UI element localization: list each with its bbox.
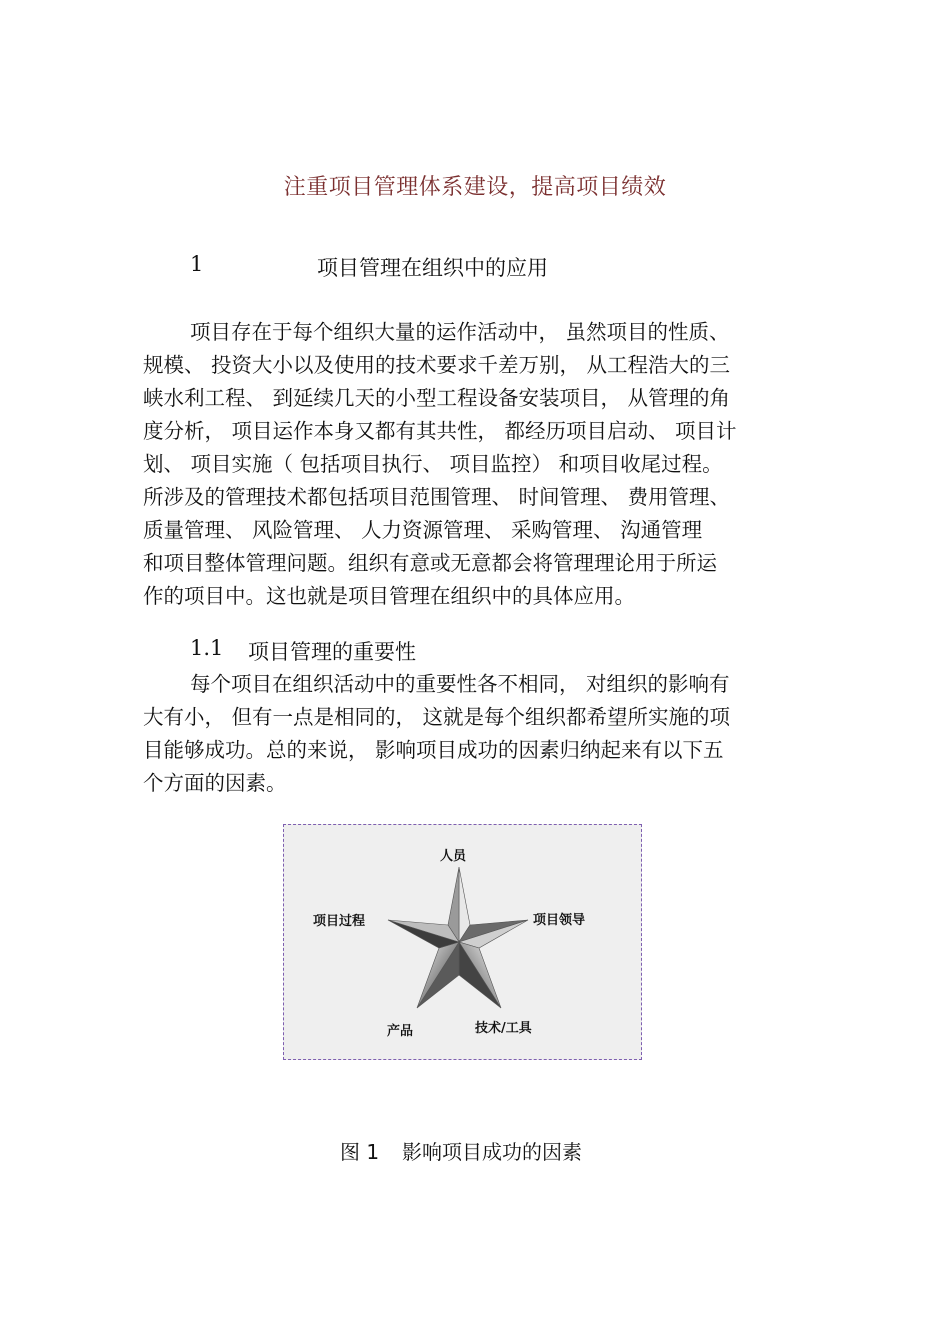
section-1-paragraph — [143, 316, 807, 613]
paragraph-line: 质量管理、 风险管理、 人力资源管理、 采购管理、 沟通管理 — [143, 518, 703, 542]
label-people: 人员 — [440, 849, 467, 864]
label-technology-tools: 技术/工具 — [475, 1021, 532, 1036]
figure-caption-text: 影响项目成功的因素 — [402, 1140, 582, 1164]
figure-caption — [340, 1136, 582, 1165]
paragraph-line: 所涉及的管理技术都包括项目范围管理、 时间管理、 费用管理、 — [143, 485, 731, 509]
paragraph-line: 划、 项目实施（ 包括项目执行、 项目监控） 和项目收尾过程。 — [143, 452, 723, 476]
section-1-1-number: 1.1 — [190, 636, 224, 660]
figure-caption-number: 图 1 — [340, 1140, 380, 1164]
section-1-1-heading — [190, 636, 416, 666]
section-1-1-heading-text: 项目管理的重要性 — [248, 640, 416, 664]
document-title: 注重项目管理体系建设，提高项目绩效 — [283, 175, 667, 200]
label-project-leadership: 项目领导 — [533, 913, 586, 928]
paragraph-line: 个方面的因素。 — [143, 771, 287, 795]
paragraph-line: 作的项目中。这也就是项目管理在组织中的具体应用。 — [143, 584, 635, 608]
success-factors-figure — [283, 824, 642, 1060]
section-1-number: 1 — [190, 252, 204, 276]
paragraph-line: 目能够成功。总的来说， 影响项目成功的因素归纳起来有以下五 — [143, 738, 724, 762]
section-1-1-paragraph — [143, 668, 807, 800]
paragraph-line: 度分析， 项目运作本身又都有其共性， 都经历项目启动、 项目计 — [143, 419, 737, 443]
label-project-process: 项目过程 — [313, 914, 366, 929]
label-product: 产品 — [387, 1024, 414, 1039]
star-icon — [388, 867, 528, 1008]
section-1-heading — [190, 252, 548, 282]
paragraph-line: 每个项目在组织活动中的重要性各不相同， 对组织的影响有 — [190, 672, 730, 696]
paragraph-line: 峡水利工程、 到延续几天的小型工程设备安装项目， 从管理的角 — [143, 386, 731, 410]
paragraph-line: 规模、 投资大小以及使用的技术要求千差万别， 从工程浩大的三 — [143, 353, 731, 377]
paragraph-line: 大有小， 但有一点是相同的， 这就是每个组织都希望所实施的项 — [143, 705, 731, 729]
section-1-heading-text: 项目管理在组织中的应用 — [317, 256, 548, 280]
paragraph-line: 项目存在于每个组织大量的运作活动中， 虽然项目的性质、 — [190, 320, 730, 344]
paragraph-line: 和项目整体管理问题。组织有意或无意都会将管理理论用于所运 — [143, 551, 717, 575]
